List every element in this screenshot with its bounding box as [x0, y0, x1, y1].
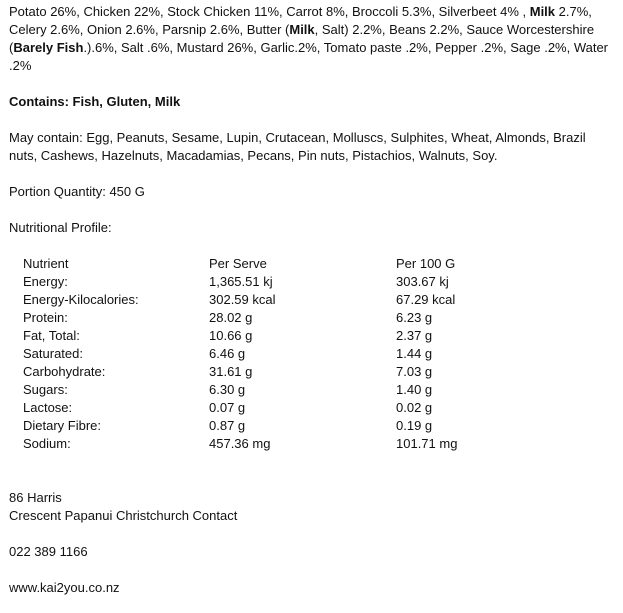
- nutrient-name: Sodium:: [23, 436, 71, 451]
- website-link[interactable]: www.kai2you.co.nz: [9, 580, 120, 595]
- nutrient-name: Energy-Kilocalories:: [23, 292, 139, 307]
- per-serve-value: 10.66 g: [209, 328, 253, 343]
- per-100g-value: 2.37 g: [396, 328, 433, 343]
- contains-allergens: Contains: Fish, Gluten, Milk: [9, 94, 181, 109]
- nutrient-name: Lactose:: [23, 400, 73, 415]
- nutrient-name: Energy:: [23, 274, 68, 289]
- per-100g-value: 67.29 kcal: [396, 292, 456, 307]
- per-serve-value: 302.59 kcal: [209, 292, 276, 307]
- table-row: [23, 291, 596, 309]
- allergen-milk: Milk: [529, 4, 556, 19]
- per-serve-value: 6.46 g: [209, 346, 246, 361]
- address-line-2: Crescent Papanui Christchurch Contact: [9, 508, 238, 523]
- table-row: [23, 363, 596, 381]
- nutrient-name: Saturated:: [23, 346, 83, 361]
- per-serve-value: 28.02 g: [209, 310, 253, 325]
- ingredients-part: .).6%, Salt .6%, Mustard 26%, Garlic.2%, Tomato paste .2%, Pepper .2%, Sage .2%, Water .2%: [9, 40, 609, 73]
- table-row: [23, 273, 596, 291]
- portion-quantity: Portion Quantity: 450 G: [9, 184, 145, 199]
- nutrient-name: Carbohydrate:: [23, 364, 106, 379]
- per-100g-value: 7.03 g: [396, 364, 433, 379]
- per-100g-value: 1.40 g: [396, 382, 433, 397]
- may-contain-allergens: May contain: Egg, Peanuts, Sesame, Lupin, Crutacean, Molluscs, Sulphites, Wheat, Almonds, Brazil nuts, Cashews, Hazelnuts, Macadamias, Pecans, Pin nuts, Pistachios, Walnuts, Soy.: [9, 130, 586, 163]
- per-serve-value: 6.30 g: [209, 382, 246, 397]
- table-row: [23, 327, 596, 345]
- nutrient-name: Protein:: [23, 310, 68, 325]
- per-100g-value: 101.71 mg: [396, 436, 458, 451]
- allergen-milk: Milk: [289, 22, 315, 37]
- header-per-serve: Per Serve: [209, 256, 267, 271]
- per-serve-value: 0.07 g: [209, 400, 246, 415]
- per-serve-value: 1,365.51 kj: [209, 274, 273, 289]
- per-100g-value: 0.19 g: [396, 418, 433, 433]
- nutrient-name: Dietary Fibre:: [23, 418, 102, 433]
- nutritional-profile-heading: Nutritional Profile:: [9, 220, 112, 235]
- per-serve-value: 0.87 g: [209, 418, 246, 433]
- ingredients-part: Potato 26%, Chicken 22%, Stock Chicken 11%, Carrot 8%, Broccoli 5.3%, Silverbeet 4% ,: [9, 4, 530, 19]
- per-serve-value: 31.61 g: [209, 364, 253, 379]
- header-nutrient: Nutrient: [23, 256, 69, 271]
- nutrient-name: Sugars:: [23, 382, 68, 397]
- ingredients-part: , Salt) 2.2%, Beans 2.2%, Sauce Worcestershire (: [9, 22, 595, 55]
- per-100g-value: 6.23 g: [396, 310, 433, 325]
- table-row: [23, 435, 596, 453]
- nutrition-header-row: [23, 255, 596, 273]
- header-per-100g: Per 100 G: [396, 256, 456, 271]
- table-row: [23, 381, 596, 399]
- per-100g-value: 0.02 g: [396, 400, 433, 415]
- nutrition-table: [23, 255, 596, 453]
- table-row: [23, 417, 596, 435]
- per-100g-value: 303.67 kj: [396, 274, 449, 289]
- contact-phone: 022 389 1166: [9, 544, 88, 559]
- per-serve-value: 457.36 mg: [209, 436, 271, 451]
- table-row: [23, 345, 596, 363]
- ingredients-text: [9, 3, 614, 75]
- table-row: [23, 309, 596, 327]
- per-100g-value: 1.44 g: [396, 346, 433, 361]
- table-row: [23, 399, 596, 417]
- address-line-1: 86 Harris: [9, 490, 62, 505]
- ingredients-part: 2.7%, Celery 2.6%, Onion 2.6%, Parsnip 2.6%, Butter (: [9, 4, 592, 37]
- nutrient-name: Fat, Total:: [23, 328, 80, 343]
- allergen-fish: Barely Fish: [13, 40, 84, 55]
